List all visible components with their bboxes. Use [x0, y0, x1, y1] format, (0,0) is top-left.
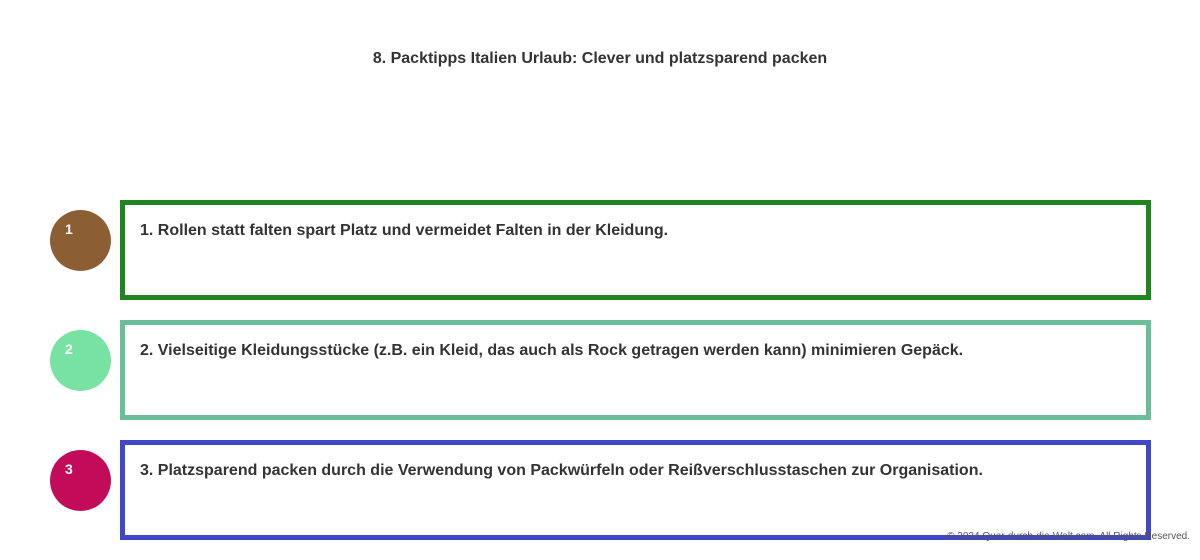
page-title: 8. Packtipps Italien Urlaub: Clever und platzsparend packen: [372, 50, 828, 67]
tip-box: [120, 320, 1151, 420]
tip-box: [120, 200, 1151, 300]
tip-box: [120, 440, 1151, 540]
tip-item-2: [0, 320, 1200, 420]
tip-number-circle: [50, 330, 111, 391]
tip-number: 1: [65, 221, 73, 237]
copyright-footer: © 2024 Quer-durch-die-Welt.com. All Rights Reserved.: [947, 531, 1190, 542]
tip-number-circle: [50, 450, 111, 511]
tip-text: 3. Platzsparend packen durch die Verwendung von Packwürfeln oder Reißverschlusstaschen zur Organisation.: [140, 462, 983, 479]
tip-number: 3: [65, 461, 73, 477]
tip-text: 2. Vielseitige Kleidungsstücke (z.B. ein Kleid, das auch als Rock getragen werden kann) minimieren Gepäck.: [140, 342, 964, 359]
tip-number: 2: [65, 341, 73, 357]
tip-item-1: [0, 200, 1200, 300]
tip-item-3: [0, 440, 1200, 540]
tip-number-circle: [50, 210, 111, 271]
tip-text: 1. Rollen statt falten spart Platz und vermeidet Falten in der Kleidung.: [140, 222, 669, 239]
